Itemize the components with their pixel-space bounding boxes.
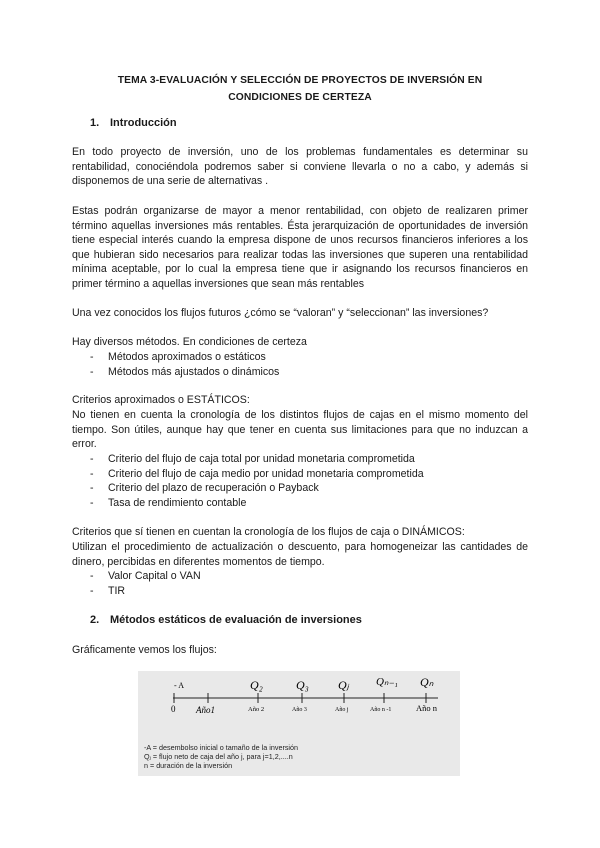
label-year-j: Año j <box>335 707 349 713</box>
title-line-2: CONDICIONES DE CERTEZA <box>228 92 372 103</box>
section-2-heading <box>90 614 362 626</box>
paragraph-ranking: Estas podrán organizarse de mayor a menor rentabilidad, con objeto de realizaren primer término aquellas inversiones más rentables. Ésta jerarquización de oportunidades de inversión tiene especial interés cuando la empresa dispone de unos recursos financieros inferiores a los que hubieran sido necesarios para realizar todas las inversiones que superen una rentabilidad mínima aceptable, por lo cual la empresa tiene que ir asignando los recursos financieros en primer término a aquellas inversiones que sean más rentables <box>72 205 528 290</box>
paragraph-intro: En todo proyecto de inversión, uno de los problemas fundamentales es determinar su rentabilidad, conociéndola podremos saber si conviene llevarla o no a cabo, y además si disponemos de una serie de alternativas . <box>72 146 528 188</box>
label-qn-1: Qₙ₋₁ <box>376 676 398 688</box>
legend-initial-outlay: -A = desembolso inicial o tamaño de la inversión <box>144 743 299 752</box>
title-line-1: TEMA 3-EVALUACIÓN Y SELECCIÓN DE PROYECTOS DE INVERSIÓN EN <box>117 75 483 86</box>
paragraph-methods: Hay diversos métodos. En condiciones de certeza <box>72 336 307 348</box>
label-year-n-1: Año n -1 <box>370 707 392 713</box>
list-item: - Criterio del plazo de recuperación o Payback <box>90 481 424 496</box>
dynamic-heading: Criterios que sí tienen en cuentan la cronología de los flujos de caja o DINÁMICOS: <box>72 526 465 538</box>
static-criteria-list <box>90 452 424 510</box>
label-year-1: Año1 <box>196 705 215 715</box>
label-q2: Q₂ <box>250 678 263 692</box>
document-title <box>70 72 530 106</box>
list-item: - Métodos aproximados o estáticos <box>90 350 279 365</box>
legend-duration: n = duración de la inversión <box>144 761 233 770</box>
list-item: - Métodos más ajustados o dinámicos <box>90 365 279 380</box>
dynamic-description: Utilizan el procedimiento de actualización o descuento, para homogeneizar las cantidades de dinero, percibidas en diferentes momentos de tiempo. <box>72 541 528 568</box>
label-q3: Q₃ <box>296 678 309 692</box>
section-2-title: Métodos estáticos de evaluación de inversiones <box>110 614 362 626</box>
label-year-3: Año 3 <box>292 707 307 713</box>
legend-net-cash-flow: Qⱼ = flujo neto de caja del año j, para j=1,2,....n <box>144 752 293 761</box>
section-1-title: Introducción <box>110 117 177 129</box>
list-item: - TIR <box>90 584 201 599</box>
cash-flow-timeline-figure <box>138 671 460 776</box>
list-item: - Criterio del flujo de caja total por unidad monetaria comprometida <box>90 452 424 467</box>
list-item: - Valor Capital o VAN <box>90 569 201 584</box>
section-1-heading <box>90 117 177 129</box>
label-year-0: 0 <box>171 704 176 714</box>
label-year-2: Año 2 <box>248 706 265 713</box>
label-year-n: Año n <box>416 703 438 713</box>
methods-list <box>90 350 279 379</box>
label-qj: Qⱼ <box>338 678 349 692</box>
list-item: - Criterio del flujo de caja medio por unidad monetaria comprometida <box>90 467 424 482</box>
label-initial-outlay: - A <box>174 681 184 690</box>
label-qn: Qₙ <box>420 675 434 689</box>
list-item: - Tasa de rendimiento contable <box>90 496 424 511</box>
dynamic-criteria-list <box>90 569 201 598</box>
static-description: No tienen en cuenta la cronología de los distintos flujos de cajas en el mismo momento del tiempo. Son útiles, aunque hay que tener en cuenta sus limitaciones para que no induzcan a error. <box>72 409 528 451</box>
section-2-number: 2. <box>90 614 100 626</box>
paragraph-graphic: Gráficamente vemos los flujos: <box>72 644 217 656</box>
paragraph-question: Una vez conocidos los flujos futuros ¿cómo se “valoran” y “seleccionan” las inversiones? <box>72 307 489 319</box>
section-1-number: 1. <box>90 117 100 129</box>
static-heading: Criterios aproximados o ESTÁTICOS: <box>72 394 250 406</box>
